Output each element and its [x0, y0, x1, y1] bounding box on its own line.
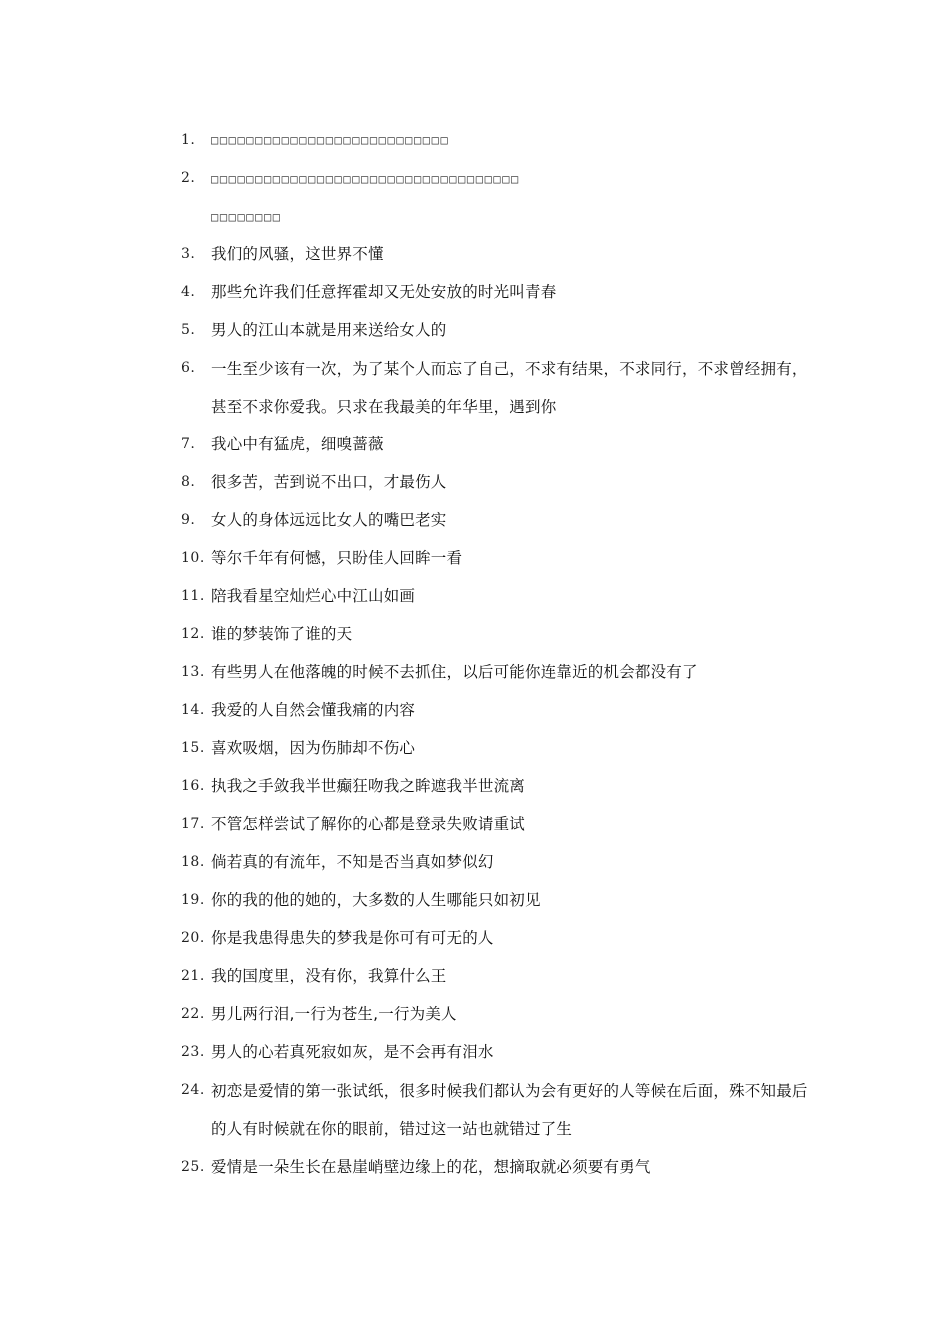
list-number: 24.: [181, 1082, 205, 1099]
list-item: [181, 1158, 821, 1178]
list-number: 13.: [181, 664, 205, 681]
list-number: 6.: [181, 360, 196, 377]
list-number: 16.: [181, 778, 205, 795]
list-text: □□□□□□□□□□□□□□□□□□□□□□□□□□□□□□□□□□□□□□□□□□□: [211, 171, 520, 224]
list-item: [181, 245, 821, 265]
list-number: 11.: [181, 588, 205, 605]
list-text: 执我之手敛我半世癫狂吻我之眸遮我半世流离: [211, 777, 526, 796]
list-number: 20.: [181, 930, 205, 947]
list-item: [181, 1005, 821, 1025]
list-item: [181, 777, 821, 797]
list-number: 9.: [181, 512, 196, 529]
list-item: [181, 1081, 821, 1139]
list-text: □□□□□□□□□□□□□□□□□□□□□□□□□□□: [211, 133, 450, 147]
list-number: 14.: [181, 702, 205, 719]
list-item: [181, 359, 821, 417]
list-item: [181, 435, 821, 455]
list-item: [181, 169, 821, 227]
list-text: 一生至少该有一次，为了某个人而忘了自己，不求有结果，不求同行，不求曾经拥有，甚至不求你爱我。只求在我最美的年华里，遇到你: [211, 359, 808, 417]
list-text: 谁的梦装饰了谁的天: [211, 625, 353, 644]
list-number: 23.: [181, 1044, 205, 1061]
list-item: [181, 549, 821, 569]
list-text: 陪我看星空灿烂心中江山如画: [211, 587, 416, 606]
list-text: 我们的风骚，这世界不懂: [211, 245, 384, 264]
list-number: 25.: [181, 1158, 205, 1175]
list-item: [181, 131, 821, 151]
list-item: [181, 587, 821, 607]
list-number: 7.: [181, 436, 196, 453]
list-text: 我心中有猛虎，细嗅蔷薇: [211, 435, 384, 454]
list-number: 12.: [181, 626, 205, 643]
list-item: [181, 891, 821, 911]
list-item: [181, 625, 821, 645]
list-item: [181, 663, 821, 683]
list-text: 有些男人在他落魄的时候不去抓住，以后可能你连靠近的机会都没有了: [211, 663, 698, 682]
list-text: 喜欢吸烟，因为伤肺却不伤心: [211, 739, 416, 758]
list-text: 初恋是爱情的第一张试纸，很多时候我们都认为会有更好的人等候在后面，殊不知最后的人有时候就在你的眼前，错过这一站也就错过了生: [211, 1082, 808, 1139]
list-number: 21.: [181, 968, 205, 985]
list-text: 爱情是一朵生长在悬崖峭壁边缘上的花，想摘取就必须要有勇气: [211, 1157, 651, 1176]
list-number: 18.: [181, 854, 205, 871]
list-number: 4.: [181, 284, 196, 301]
list-number: 1.: [181, 132, 196, 148]
list-item: [181, 815, 821, 835]
list-text: 女人的身体远远比女人的嘴巴老实: [211, 511, 447, 530]
list-item: [181, 283, 821, 303]
list-text: 男人的心若真死寂如灰，是不会再有泪水: [211, 1043, 494, 1062]
list-text: 男儿两行泪,一行为苍生,一行为美人: [211, 1005, 457, 1024]
list-item: [181, 929, 821, 949]
list-number: 10.: [181, 550, 205, 567]
list-text: 那些允许我们任意挥霍却又无处安放的时光叫青春: [211, 283, 557, 302]
list-number: 2.: [181, 170, 196, 186]
list-item: [181, 967, 821, 987]
list-number: 19.: [181, 892, 205, 909]
list-number: 3.: [181, 246, 196, 263]
quote-list: [181, 131, 821, 1196]
list-number: 8.: [181, 474, 196, 491]
list-number: 17.: [181, 816, 205, 833]
list-text: 男人的江山本就是用来送给女人的: [211, 321, 447, 340]
list-item: [181, 1043, 821, 1063]
list-item: [181, 853, 821, 873]
list-number: 5.: [181, 322, 196, 339]
list-text: 我爱的人自然会懂我痛的内容: [211, 701, 416, 720]
list-number: 22.: [181, 1006, 205, 1023]
list-item: [181, 511, 821, 531]
list-text: 我的国度里，没有你，我算什么王: [211, 967, 447, 986]
list-item: [181, 321, 821, 341]
list-text: 倘若真的有流年，不知是否当真如梦似幻: [211, 853, 494, 872]
list-text: 等尔千年有何憾，只盼佳人回眸一看: [211, 549, 463, 568]
list-item: [181, 473, 821, 493]
list-item: [181, 701, 821, 721]
list-text: 你的我的他的她的，大多数的人生哪能只如初见: [211, 891, 541, 910]
list-text: 很多苦，苦到说不出口，才最伤人: [211, 473, 447, 492]
list-text: 你是我患得患失的梦我是你可有可无的人: [211, 929, 494, 948]
list-number: 15.: [181, 740, 205, 757]
list-item: [181, 739, 821, 759]
list-text: 不管怎样尝试了解你的心都是登录失败请重试: [211, 815, 526, 834]
